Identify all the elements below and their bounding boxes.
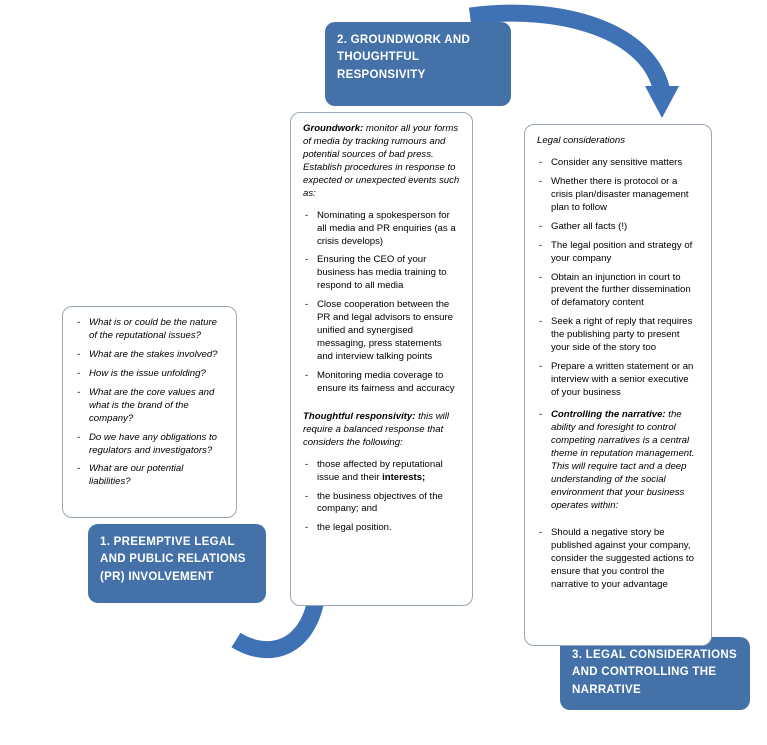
responsivity-lead-text: this will require a balanced response that considers the following: — [303, 410, 450, 448]
groundwork-lead-text: monitor all your forms of media by tracking rumours and potential sources of bad press. Establish procedures in response to expected or unexpected events such as: — [303, 123, 460, 199]
list-item: - What are the core values and what is the brand of the company? — [75, 387, 224, 426]
groundwork-list — [303, 210, 460, 396]
legal-heading: Legal considerations — [537, 135, 626, 146]
list-item-text: those affected by reputational issue and their — [317, 458, 443, 483]
list-item: - the legal position. — [303, 522, 460, 535]
list-item: - Gather all facts (!) — [537, 221, 699, 234]
list-item: - Ensuring the CEO of your business has media training to respond to all media — [303, 254, 460, 293]
list-item: - What are our potential liabilities? — [75, 463, 224, 489]
list-item: - Prepare a written statement or an interview with a senior executive of your business — [537, 361, 699, 400]
legal-list — [537, 157, 699, 400]
questions-list — [75, 317, 224, 489]
node-step-1[interactable] — [88, 524, 266, 603]
narrative-text: the ability and foresight to control competing narratives is a central theme in reputation management. This will require tact and a deep understanding of the social environment that your business operates within: — [551, 408, 695, 511]
list-item: - Whether there is protocol or a crisis plan/disaster management plan to follow — [537, 176, 699, 215]
list-item: - the business objectives of the company; and — [303, 491, 460, 517]
list-item: - What are the stakes involved? — [75, 349, 224, 362]
list-item: - What is or could be the nature of the reputational issues? — [75, 317, 224, 343]
list-item: - Close cooperation between the PR and legal advisors to ensure unified and synergised messaging, press statements and interview talking points — [303, 299, 460, 364]
list-item — [303, 459, 460, 485]
groundwork-lead-label: Groundwork: — [303, 123, 364, 134]
list-item: - How is the issue unfolding? — [75, 368, 224, 381]
responsivity-lead-label: Thoughtful responsivity: — [303, 410, 416, 422]
list-item: - Should a negative story be published against your company, consider the suggested actions to ensure that you control the narrative to your advantage — [537, 527, 699, 592]
responsivity-list — [303, 459, 460, 536]
narrative-block — [537, 409, 699, 513]
groundwork-lead — [303, 123, 460, 201]
node-step-2[interactable] — [325, 22, 511, 106]
node-step-1-label: 1. PREEMPTIVE LEGAL AND PUBLIC RELATIONS (PR) INVOLVEMENT — [100, 536, 246, 583]
list-item: - Nominating a spokesperson for all media and PR enquiries (as a crisis develops) — [303, 210, 460, 249]
list-item: - Consider any sensitive matters — [537, 157, 699, 170]
responsivity-lead — [303, 411, 460, 450]
narrative-action-list — [537, 527, 699, 592]
list-item: - Monitoring media coverage to ensure its fairness and accuracy — [303, 370, 460, 396]
list-item: - Seek a right of reply that requires the publishing party to present your side of the story too — [537, 316, 699, 355]
node-step-2-label: 2. GROUNDWORK AND THOUGHTFUL RESPONSIVITY — [337, 34, 471, 81]
groundwork-box — [290, 112, 473, 606]
questions-box — [62, 306, 237, 518]
list-item: - Do we have any obligations to regulators and investigators? — [75, 432, 224, 458]
legal-considerations-box — [524, 124, 712, 646]
list-item: - Obtain an injunction in court to prevent the further dissemination of defamatory content — [537, 272, 699, 311]
list-item: - The legal position and strategy of your company — [537, 240, 699, 266]
node-step-3[interactable] — [560, 637, 750, 710]
list-item — [537, 409, 699, 513]
node-step-3-label: 3. LEGAL CONSIDERATIONS AND CONTROLLING THE NARRATIVE — [572, 649, 737, 696]
list-item-emphasis: interests; — [382, 471, 426, 483]
narrative-label: Controlling the narrative: — [551, 408, 666, 420]
